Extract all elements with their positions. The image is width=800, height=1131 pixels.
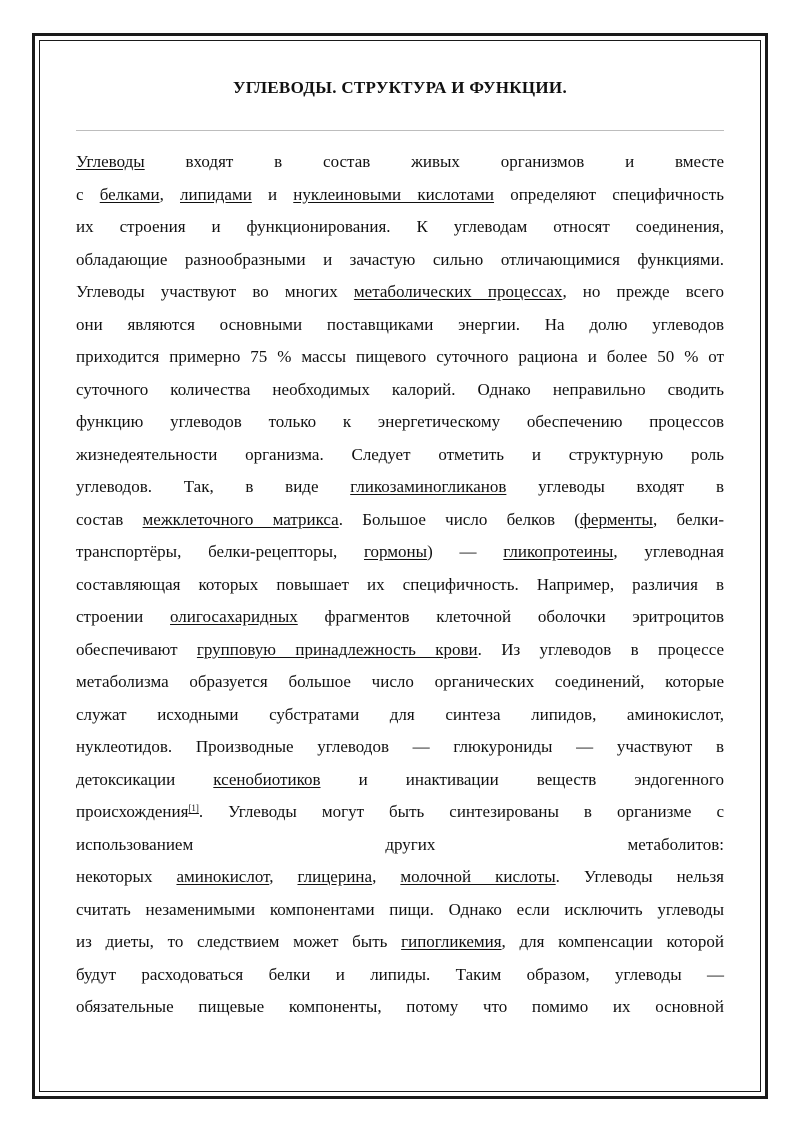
text-segment: углеводы входят в bbox=[506, 477, 724, 496]
hyperlink[interactable]: белками bbox=[99, 184, 160, 204]
text-segment: происхождения bbox=[76, 802, 189, 821]
text-segment: . Углеводы нельзя bbox=[555, 867, 724, 886]
hyperlink[interactable]: групповую принадлежность крови bbox=[196, 639, 478, 659]
document-title: УГЛЕВОДЫ. СТРУКТУРА И ФУНКЦИИ. bbox=[233, 78, 567, 97]
text-segment: они являются основными поставщиками энергии. На долю углеводов bbox=[76, 314, 724, 334]
text-line bbox=[76, 863, 724, 896]
text-line bbox=[76, 538, 724, 571]
text-segment: суточного количества необходимых калорий. Однако неправильно сводить bbox=[76, 379, 724, 399]
text-line bbox=[76, 701, 724, 734]
hyperlink[interactable]: нуклеиновыми кислотами bbox=[293, 184, 495, 204]
text-line bbox=[76, 473, 724, 506]
hyperlink[interactable]: гипогликемия bbox=[401, 932, 502, 951]
text-segment: использованием других метаболитов: bbox=[76, 834, 724, 854]
hyperlink[interactable]: гликозаминогликанов bbox=[350, 477, 507, 496]
text-line bbox=[76, 831, 724, 864]
text-segment: будут расходоваться белки и липиды. Таким образом, углеводы — bbox=[76, 964, 724, 984]
text-line bbox=[76, 766, 724, 799]
text-line bbox=[76, 798, 724, 831]
text-segment: , углеводная bbox=[613, 542, 725, 561]
text-segment: обеспечивают bbox=[76, 639, 197, 659]
hyperlink[interactable]: межклеточного матрикса bbox=[142, 509, 339, 529]
text-line bbox=[76, 668, 724, 701]
text-line bbox=[76, 961, 724, 994]
text-line bbox=[76, 343, 724, 376]
text-segment: , но прежде всего bbox=[562, 282, 724, 301]
text-segment: приходится примерно 75 % массы пищевого суточного рациона и более 50 % от bbox=[76, 347, 724, 366]
text-segment: определяют специфичность bbox=[494, 184, 724, 204]
text-segment: фрагментов клеточной оболочки эритроцитов bbox=[297, 607, 724, 626]
text-segment: и bbox=[251, 184, 294, 204]
text-line bbox=[76, 246, 724, 279]
text-segment: с bbox=[76, 184, 100, 204]
text-line bbox=[76, 896, 724, 929]
hyperlink[interactable]: глицерина bbox=[297, 867, 373, 886]
text-segment: из диеты, то следствием может быть bbox=[76, 932, 402, 951]
text-segment: углеводов. Так, в виде bbox=[76, 477, 351, 496]
text-segment: . Из углеводов в процессе bbox=[477, 639, 725, 659]
text-segment: их строения и функционирования. К углеводам относят соединения, bbox=[76, 217, 724, 236]
text-line bbox=[76, 441, 724, 474]
hyperlink[interactable]: Углеводы bbox=[76, 152, 145, 171]
hyperlink[interactable]: метаболических процессах bbox=[353, 282, 563, 301]
text-line bbox=[76, 928, 724, 961]
title-divider bbox=[76, 130, 724, 131]
text-line bbox=[76, 636, 724, 669]
hyperlink[interactable]: ферменты bbox=[579, 509, 653, 529]
text-line bbox=[76, 181, 724, 214]
text-segment: обладающие разнообразными и зачастую сильно отличающимися функциями. bbox=[76, 249, 724, 269]
text-segment: транспортёры, белки-рецепторы, bbox=[76, 542, 364, 561]
text-line bbox=[76, 311, 724, 344]
hyperlink[interactable]: липидами bbox=[180, 184, 252, 204]
text-segment: , для компенсации которой bbox=[501, 932, 724, 951]
hyperlink[interactable]: гормоны bbox=[364, 542, 428, 561]
text-segment: функцию углеводов только к энергетическому обеспечению процессов bbox=[76, 412, 724, 431]
hyperlink[interactable]: олигосахаридных bbox=[170, 607, 298, 626]
text-line bbox=[76, 506, 724, 539]
text-segment: Углеводы участвуют во многих bbox=[76, 282, 354, 301]
text-segment: обязательные пищевые компоненты, потому что помимо их основной bbox=[76, 997, 724, 1016]
text-segment: , bbox=[372, 867, 401, 886]
document-body bbox=[76, 148, 724, 1026]
text-line bbox=[76, 376, 724, 409]
text-segment: . Большое число белков ( bbox=[338, 509, 580, 529]
hyperlink[interactable]: аминокислот bbox=[176, 867, 270, 886]
text-segment: состав bbox=[76, 509, 143, 529]
text-line bbox=[76, 148, 724, 181]
text-line bbox=[76, 603, 724, 636]
text-segment: служат исходными субстратами для синтеза липидов, аминокислот, bbox=[76, 704, 724, 724]
hyperlink[interactable]: молочной кислоты bbox=[400, 867, 556, 886]
text-segment: нуклеотидов. Производные углеводов — глюкурониды — участвуют в bbox=[76, 737, 724, 756]
text-segment: детоксикации bbox=[76, 769, 214, 789]
text-segment: некоторых bbox=[76, 867, 177, 886]
text-segment: , белки- bbox=[652, 509, 724, 529]
text-line bbox=[76, 733, 724, 766]
text-segment: входят в состав живых организмов и вместе bbox=[144, 152, 724, 171]
text-line bbox=[76, 213, 724, 246]
text-segment: . Углеводы могут быть синтезированы в организме с bbox=[198, 802, 724, 821]
text-segment: , bbox=[269, 867, 298, 886]
text-line bbox=[76, 408, 724, 441]
text-line bbox=[76, 571, 724, 604]
text-segment: жизнедеятельности организма. Следует отметить и структурную роль bbox=[76, 444, 724, 464]
text-segment: и инактивации веществ эндогенного bbox=[320, 769, 724, 789]
hyperlink[interactable]: ксенобиотиков bbox=[213, 769, 321, 789]
text-line bbox=[76, 278, 724, 311]
text-segment: метаболизма образуется большое число органических соединений, которые bbox=[76, 672, 724, 691]
text-segment: составляющая которых повышает их специфичность. Например, различия в bbox=[76, 574, 724, 594]
text-segment: , bbox=[159, 184, 180, 204]
text-line bbox=[76, 993, 724, 1026]
text-segment: строении bbox=[76, 607, 171, 626]
footnote-link[interactable]: [1] bbox=[188, 803, 199, 813]
text-segment: ) — bbox=[427, 542, 504, 561]
text-segment: считать незаменимыми компонентами пищи. Однако если исключить углеводы bbox=[76, 899, 724, 919]
hyperlink[interactable]: гликопротеины bbox=[503, 542, 614, 561]
